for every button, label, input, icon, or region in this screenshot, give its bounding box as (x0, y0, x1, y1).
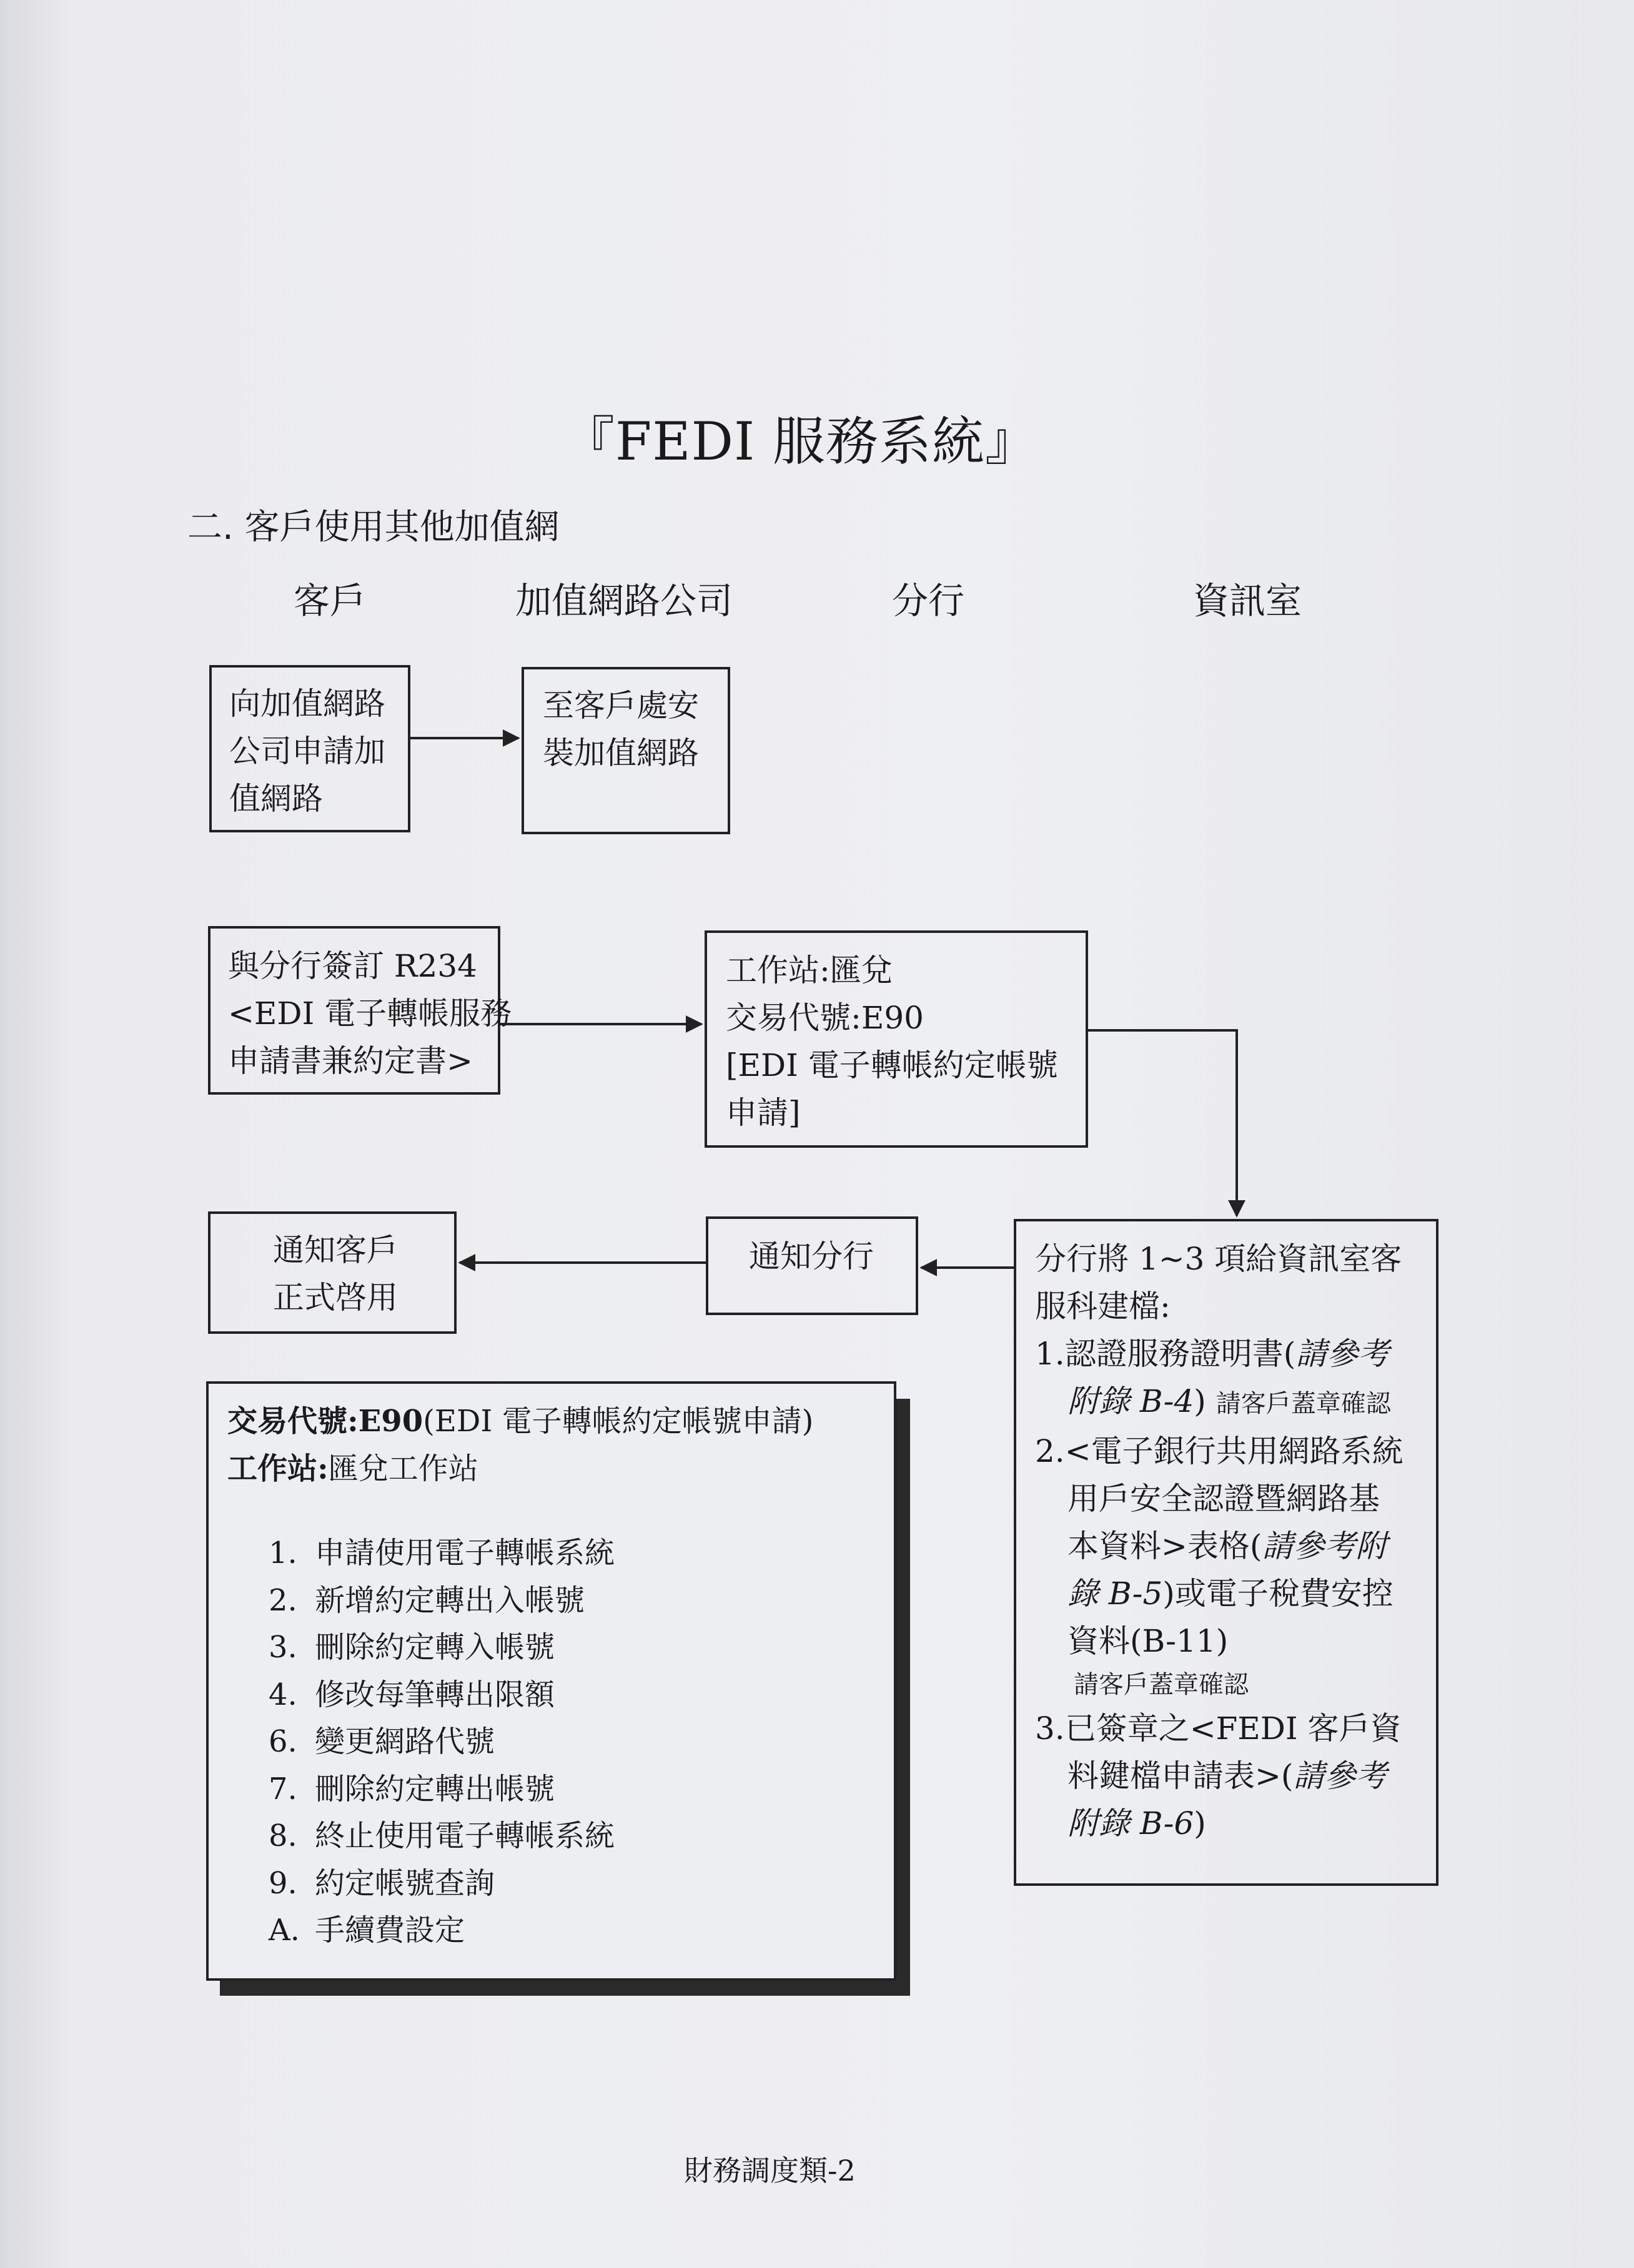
box-line: 向加值網路 (229, 686, 385, 722)
box-line: 裝加值網路 (543, 735, 699, 771)
box-line: 工作站:匯兌 (726, 952, 893, 989)
stamp-note: 請客戶蓋章確認 (1216, 1389, 1391, 1418)
appendix-ref: 請參考 (1295, 1336, 1390, 1372)
box-line: 申請書兼約定書> (228, 1043, 473, 1079)
appendix-ref: 請參考附 (1262, 1528, 1387, 1564)
list-number: 9. (269, 1865, 297, 1901)
box-line: [EDI 電子轉帳約定帳號 (726, 1047, 1058, 1083)
box-line: 服科建檔: (1035, 1288, 1171, 1324)
box-line: 通知客戶 (273, 1232, 398, 1268)
appendix-ref: 錄 B-5 (1067, 1575, 1163, 1612)
item3-text: 料鍵檔申請表>( (1067, 1758, 1294, 1794)
e90-code-label: 交易代號:E90 (227, 1404, 423, 1439)
page-title: 『FEDI 服務系統』 (562, 411, 1038, 472)
box-line: 值網路 (229, 781, 323, 817)
list-number: 2. (269, 1582, 297, 1618)
section-heading: 二. 客戶使用其他加值網 (187, 507, 560, 548)
list-label: 刪除約定轉出帳號 (315, 1771, 555, 1807)
item2-tail: )或電子稅費安控 (1162, 1575, 1394, 1612)
list-number: 7. (269, 1771, 297, 1807)
stamp-note: 請客戶蓋章確認 (1074, 1670, 1249, 1699)
list-number: 4. (269, 1677, 297, 1712)
appendix-ref: 請參考 (1293, 1758, 1387, 1794)
column-header-branch: 分行 (892, 579, 965, 622)
list-label: 新增約定轉出入帳號 (315, 1582, 585, 1618)
list-number: 3. (269, 1630, 297, 1665)
list-number: 1. (269, 1536, 297, 1570)
list-number: 8. (269, 1818, 297, 1853)
list-label: 刪除約定轉入帳號 (315, 1630, 555, 1665)
box-line: 交易代號:E90 (726, 1000, 924, 1036)
column-header-van-company: 加值網路公司 (515, 579, 733, 622)
appendix-ref: 附錄 B-4 (1067, 1383, 1194, 1419)
list-label: 終止使用電子轉帳系統 (315, 1818, 615, 1853)
box-line: 通知分行 (749, 1238, 874, 1275)
page-footer: 財務調度類-2 (684, 2154, 856, 2187)
box-line: 3.已簽章之<FEDI 客戶資 (1035, 1710, 1402, 1747)
box-line: <EDI 電子轉帳服務 (228, 995, 512, 1032)
box-line: 2.<電子銀行共用網路系統 (1035, 1433, 1404, 1469)
list-label: 約定帳號查詢 (315, 1865, 495, 1901)
box-line: 申請] (726, 1095, 801, 1131)
list-label: 手續費設定 (315, 1913, 465, 1948)
list-label: 申請使用電子轉帳系統 (315, 1536, 615, 1570)
appendix-ref: 附錄 B-6 (1067, 1805, 1194, 1842)
box-line: 用戶安全認證暨網路基 (1067, 1481, 1380, 1517)
box-line: 資料(B-11) (1067, 1623, 1229, 1659)
item3-close: ) (1194, 1805, 1206, 1842)
box-line: 正式啓用 (273, 1279, 398, 1316)
box-line: 分行將 1~3 項給資訊室客 (1035, 1241, 1402, 1277)
item1-close: ) (1194, 1383, 1206, 1419)
list-number: 6. (269, 1724, 297, 1759)
column-header-it-office: 資訊室 (1193, 579, 1302, 622)
e90-workstation-label: 工作站: (227, 1451, 329, 1486)
list-number: A. (269, 1913, 300, 1948)
e90-workstation-value: 匯兌工作站 (328, 1451, 478, 1486)
box-line: 與分行簽訂 R234 (228, 948, 477, 984)
list-label: 修改每筆轉出限額 (315, 1677, 555, 1712)
arrow-workstation-to-it (1088, 1030, 1237, 1216)
item2-text: 本資料>表格( (1067, 1528, 1262, 1564)
e90-code-desc: (EDI 電子轉帳約定帳號申請) (423, 1404, 814, 1439)
item1-text: 1.認證服務證明書( (1035, 1336, 1296, 1372)
list-label: 變更網路代號 (315, 1724, 495, 1759)
box-line: 公司申請加 (229, 733, 385, 769)
box-line: 至客戶處安 (543, 688, 699, 724)
column-header-customer: 客戶 (294, 579, 367, 622)
